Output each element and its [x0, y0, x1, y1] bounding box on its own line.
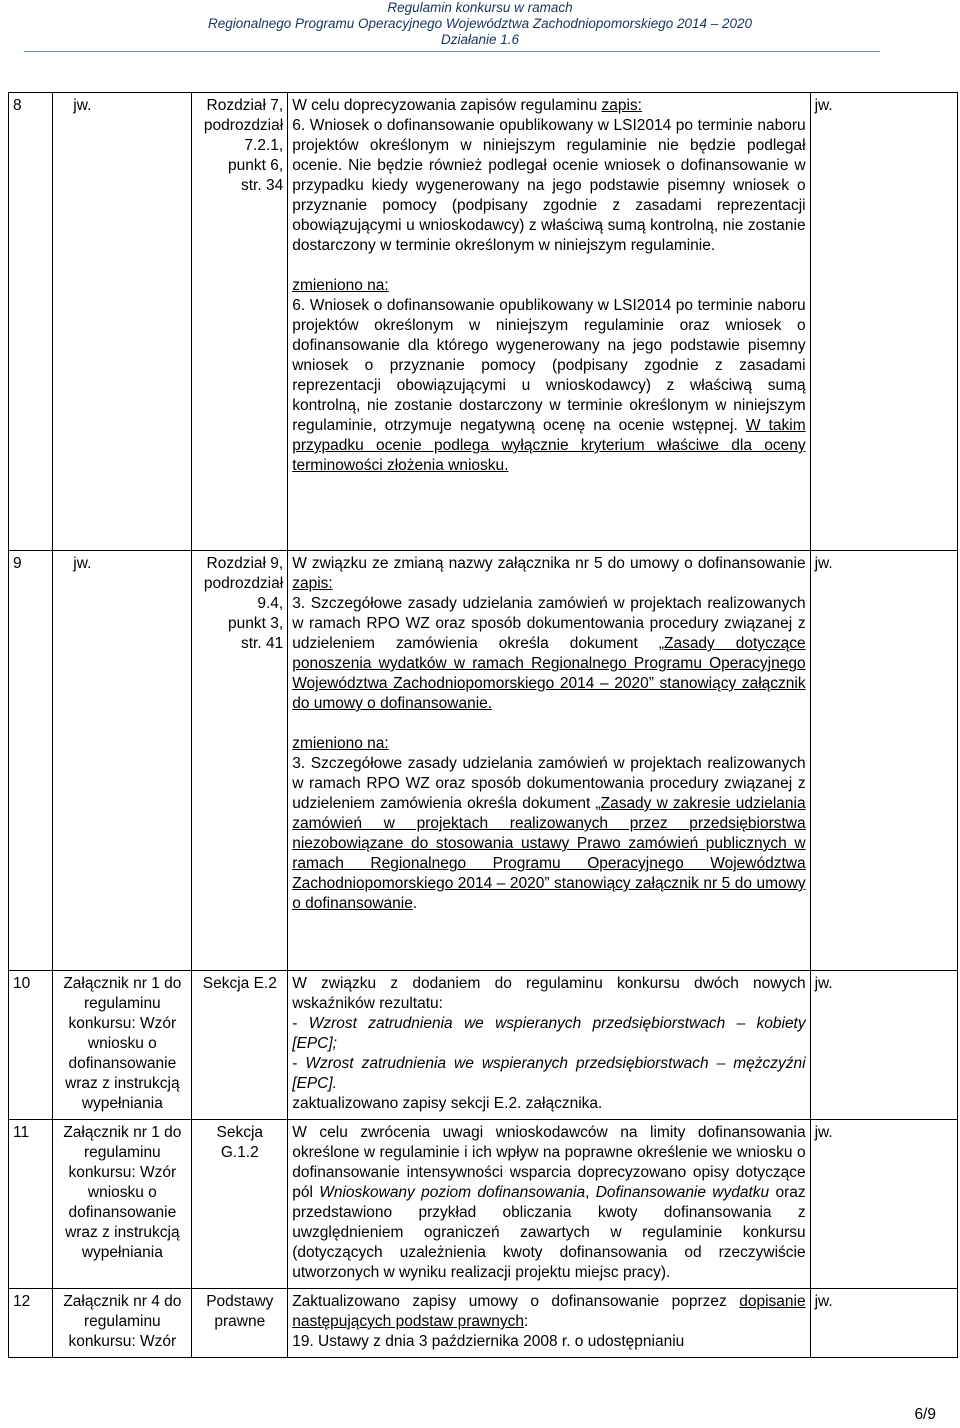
row-description [288, 93, 810, 551]
table-row [9, 551, 958, 971]
place-line: Rozdział 7, [206, 97, 284, 114]
row-description [288, 1120, 810, 1289]
row-place [192, 971, 288, 1120]
place-line: Sekcja G.1.2 [216, 1124, 264, 1161]
row-description [288, 551, 810, 971]
desc-text: Zaktualizowano zapisy umowy o dofinansowanie poprzez [292, 1293, 740, 1310]
row-paragraph: Załącznik nr 1 do regulaminu konkursu: Wzór wniosku o dofinansowanie wraz z instrukcją wypełniania [53, 971, 192, 1120]
desc-underlined: „Zasady w zakresie udzielania zamówień w projektach realizowanych przez przedsiębiorstwa niezobowiązane do stosowania ustawy Prawo zamówień publicznych w ramach Regionalnego Programu Operacyjnego Województwa Zachodniopomorskiego 2014 – 2020” stanowiący załącznik nr 5 do umowy o dofinansowanie [292, 795, 806, 912]
place-line: str. 41 [240, 635, 284, 652]
desc-text: W celu doprecyzowania zapisów regulaminu [292, 97, 602, 114]
desc-italic: Dofinansowanie wydatku [595, 1184, 770, 1201]
desc-underlined: dopisanie następujących podstaw prawnych [292, 1293, 806, 1330]
row-paragraph: Załącznik nr 4 do regulaminu konkursu: Wzór [53, 1289, 192, 1358]
row-number: 12 [9, 1289, 53, 1358]
table-row [9, 1289, 958, 1358]
desc-text: - [292, 1015, 309, 1032]
row-other: jw. [810, 93, 957, 551]
row-paragraph: Załącznik nr 1 do regulaminu konkursu: Wzór wniosku o dofinansowanie wraz z instrukcją wypełniania [53, 1120, 192, 1289]
desc-text: oraz przedstawiono przykład obliczania kwoty dofinansowania z uwzględnieniem ograniczeń zawartych w regulaminie konkursu (dotyczących uzależnienia kwoty dofinansowania od rzeczywiście utworzonych w wyniku realizacji projektu miejsc pracy). [292, 1184, 806, 1281]
changes-table [8, 92, 958, 1358]
place-line: Podstawy [206, 1293, 274, 1310]
place-line: 9.4, [257, 595, 284, 612]
row-number: 10 [9, 971, 53, 1120]
desc-text: zaktualizowano zapisy sekcji E.2. załącznika. [292, 1095, 603, 1112]
desc-text: - [292, 1055, 306, 1072]
row-other: jw. [810, 971, 957, 1120]
row-other: jw. [810, 551, 957, 971]
row-number: 9 [9, 551, 53, 971]
row-description [288, 1289, 810, 1358]
place-line: Sekcja E.2 [202, 975, 277, 992]
row-description [288, 971, 810, 1120]
desc-text: 6. Wniosek o dofinansowanie opublikowany w LSI2014 po terminie naboru projektów określonym w niniejszym regulaminie nie będzie podlegał ocenie. Nie będzie również podlegał ocenie wniosek o dofinansowanie w przypadku kiedy wygenerowany na jego podstawie pisemny wniosek o przyznanie pomocy (podpisany zgodnie z zasadami reprezentacji obowiązującymi u wnioskodawcy) z właściwą sumą kontrolną, nie zostanie dostarczony w terminie określonym w niniejszym regulaminie. [292, 117, 806, 254]
desc-text: 3. Szczegółowe zasady udzielania zamówień w projektach realizowanych w ramach RPO WZ oraz sposób dokumentowania procedury związanej z udzieleniem zamówienia określa dokument [292, 595, 806, 652]
desc-italic: Wzrost zatrudnienia we wspieranych przedsiębiorstwach – kobiety [EPC]; [292, 1015, 806, 1052]
desc-text: 3. Szczegółowe zasady udzielania zamówień w projektach realizowanych w ramach RPO WZ oraz sposób dokumentowania procedury związanej z udzieleniem zamówienia określa dokument [292, 755, 806, 812]
desc-text: , [585, 1184, 596, 1201]
place-line: punkt 3, [228, 615, 284, 632]
desc-underlined: zapis: [601, 97, 642, 114]
header-line-1: Regulamin konkursu w ramach [387, 0, 573, 15]
row-number: 11 [9, 1120, 53, 1289]
row-paragraph: jw. [53, 551, 192, 971]
desc-text: W celu zwrócenia uwagi wnioskodawców na limity dofinansowania określone w regulaminie i ich wpływ na poprawne określenie we wniosku o dofinansowanie intensywności wsparcia doprecyzowano opisy dotyczące pól [292, 1124, 806, 1201]
place-line: prawne [214, 1313, 266, 1330]
desc-underlined: zapis: [292, 575, 333, 592]
row-place [192, 551, 288, 971]
desc-underlined: W takim przypadku ocenie podlega wyłącznie kryterium właściwe dla oceny terminowości złożenia wniosku. [292, 417, 806, 474]
desc-text: W związku ze zmianą nazwy załącznika nr 5 do umowy o dofinansowanie [292, 555, 806, 572]
desc-text: . [412, 895, 418, 912]
document-header [0, 0, 960, 48]
header-rule [24, 51, 880, 52]
row-paragraph: jw. [53, 93, 192, 551]
row-other: jw. [810, 1289, 957, 1358]
place-line: podrozdział [203, 117, 284, 134]
place-line: punkt 6, [228, 157, 284, 174]
header-line-3: Działanie 1.6 [440, 32, 520, 47]
desc-underlined: „Zasady dotyczące ponoszenia wydatków w ramach Regionalnego Programu Operacyjnego Województwa Zachodniopomorskiego 2014 – 2020” stanowiący załącznik do umowy o dofinansowanie. [292, 635, 806, 712]
page-number: 6/9 [914, 1406, 936, 1423]
desc-text: 19. Ustawy z dnia 3 października 2008 r. o udostępnianiu [292, 1333, 685, 1350]
row-place [192, 1120, 288, 1289]
desc-underlined: zmieniono na: [292, 735, 389, 752]
desc-text: W związku z dodaniem do regulaminu konkursu dwóch nowych wskaźników rezultatu: [292, 975, 806, 1012]
place-line: str. 34 [240, 177, 284, 194]
desc-underlined: zmieniono na: [292, 277, 389, 294]
place-line: Rozdział 9, [206, 555, 284, 572]
desc-italic: Wnioskowany poziom dofinansowania [319, 1184, 586, 1201]
header-line-2: Regionalnego Programu Operacyjnego Województwa Zachodniopomorskiego 2014 – 2020 [207, 16, 753, 31]
row-place [192, 1289, 288, 1358]
place-line: podrozdział [203, 575, 284, 592]
desc-text: : [523, 1313, 529, 1330]
table-row [9, 1120, 958, 1289]
row-other: jw. [810, 1120, 957, 1289]
desc-text: 6. Wniosek o dofinansowanie opublikowany w LSI2014 po terminie naboru projektów określonym w niniejszym regulaminie oraz wniosek o dofinansowanie dla którego wygenerowany na jego podstawie pisemny wniosek o przyznanie pomocy (podpisany zgodnie z zasadami reprezentacji obowiązującymi u wnioskodawcy) z właściwą sumą kontrolną, nie zostanie dostarczony w terminie określonym w niniejszym regulaminie, otrzymuje negatywną ocenę na ocenie wstępnej. [292, 297, 806, 434]
table-row [9, 971, 958, 1120]
desc-italic: Wzrost zatrudnienia we wspieranych przedsiębiorstwach – mężczyźni [EPC]. [292, 1055, 806, 1092]
row-number: 8 [9, 93, 53, 551]
row-place [192, 93, 288, 551]
place-line: 7.2.1, [244, 137, 284, 154]
table-row [9, 93, 958, 551]
